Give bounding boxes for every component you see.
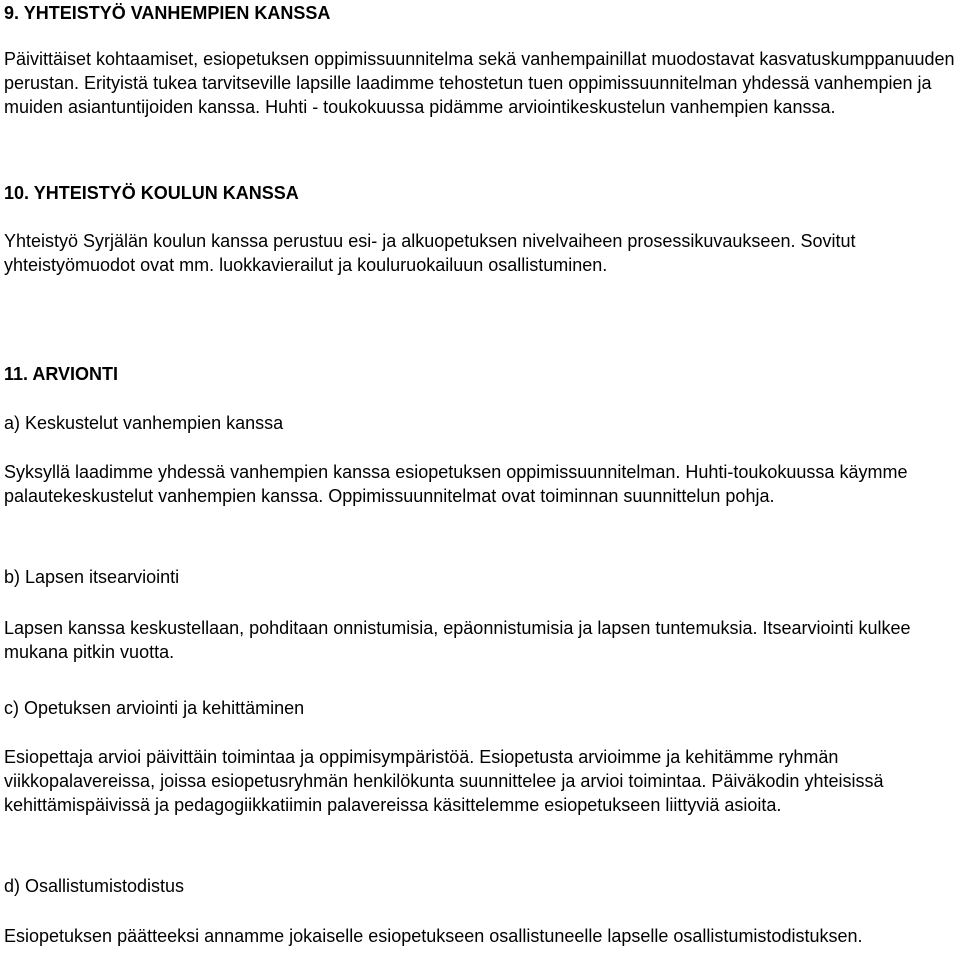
subsection-b-paragraph: Lapsen kanssa keskustellaan, pohditaan onnistumisia, epäonnistumisia ja lapsen tuntemuksia. Itsearviointi kulkee mukana pitkin vuotta. <box>4 618 911 663</box>
subsection-d-paragraph: Esiopetuksen päätteeksi annamme jokaiselle esiopetukseen osallistuneelle lapselle osallistumistodistuksen. <box>4 926 863 946</box>
subsection-a-title: a) Keskustelut vanhempien kanssa <box>4 413 284 433</box>
section-10-paragraph: Yhteistyö Syrjälän koulun kanssa perustuu esi- ja alkuopetuksen nivelvaiheen prosessikuvaukseen. Sovitut yhteistyömuodot ovat mm. luokkavierailut ja kouluruokailuun osallistuminen. <box>4 231 856 276</box>
subsection-b-title: b) Lapsen itsearviointi <box>4 567 180 587</box>
section-9-heading: 9. YHTEISTYÖ VANHEMPIEN KANSSA <box>4 3 331 23</box>
subsection-c-title: c) Opetuksen arviointi ja kehittäminen <box>4 698 305 718</box>
subsection-a-paragraph: Syksyllä laadimme yhdessä vanhempien kanssa esiopetuksen oppimissuunnitelman. Huhti-toukokuussa käymme palautekeskustelut vanhempien kanssa. Oppimissuunnitelmat ovat toiminnan suunnittelun pohja. <box>4 462 908 507</box>
subsection-d-title: d) Osallistumistodistus <box>4 876 185 896</box>
section-10-heading: 10. YHTEISTYÖ KOULUN KANSSA <box>4 183 299 203</box>
section-11-heading: 11. ARVIONTI <box>4 364 119 384</box>
subsection-c-paragraph: Esiopettaja arvioi päivittäin toimintaa ja oppimisympäristöä. Esiopetusta arvioimme ja kehitämme ryhmän viikkopalavereissa, joissa esiopetusryhmän henkilökunta suunnittelee ja arvioi toimintaa. Päiväkodin yhteisissä kehittämispäivissä ja pedagogiikkatiimin palavereissa käsittelemme esiopetukseen liittyviä asioita. <box>4 747 884 816</box>
section-9-paragraph: Päivittäiset kohtaamiset, esiopetuksen oppimissuunnitelma sekä vanhempainillat muodostavat kasvatuskumppanuuden perustan. Erityistä tukea tarvitseville lapsille laadimme tehostetun tuen oppimissuunnitelman yhdessä vanhempien ja muiden asiantuntijoiden kanssa. Huhti - toukokuussa pidämme arviointikeskustelun vanhempien kanssa. <box>4 49 955 118</box>
